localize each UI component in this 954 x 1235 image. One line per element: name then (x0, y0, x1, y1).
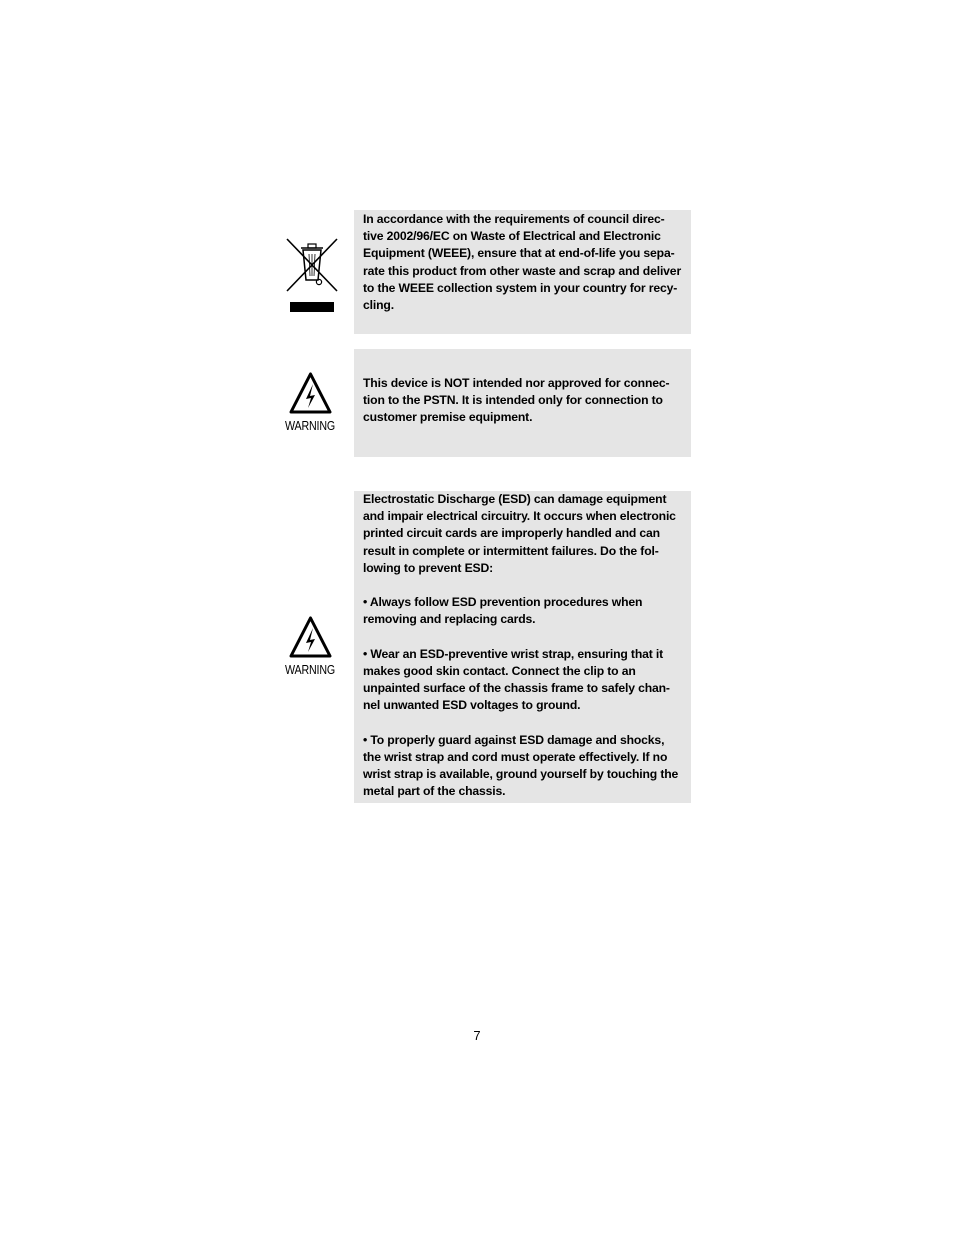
warning-triangle-icon (288, 371, 333, 415)
notice-weee-text: In accordance with the requirements of council direc- tive 2002/96/EC on Waste of Electrical and Electronic Equipment (WEEE), ensure that at end-of-life you sepa- rate this product from other waste and scrap and deliver to the WEEE collection system in your country for recy- cling. (363, 212, 682, 313)
page-number: 7 (473, 1028, 481, 1043)
notice-weee (354, 210, 691, 334)
notice-esd-text: Electrostatic Discharge (ESD) can damage equipment and impair electrical circuitry. It occurs when electronic printed circuit cards are improperly handled and can result in complete or intermittent failures. Do the fol- lowing to prevent ESD: • Always follow ESD prevention procedures when removing and replacing cards. • Wear an ESD-preventive wrist strap, ensuring that it makes good skin contact. Connect the clip to an unpainted surface of the chassis frame to safely chan- nel unwanted ESD voltages to ground. • To properly guard against ESD damage and shocks, the wrist strap and cord must operate effectively. If no wrist strap is available, ground yourself by touching the metal part of the chassis. (363, 492, 679, 799)
warning-triangle-icon (288, 615, 333, 659)
warning-label: WARNING (285, 418, 335, 433)
notice-pstn-text: This device is NOT intended nor approved for connec- tion to the PSTN. It is intended only for connection to customer premise equipment. (363, 376, 670, 425)
warning-label: WARNING (285, 662, 335, 677)
notice-pstn (354, 349, 691, 457)
notice-esd (354, 491, 691, 803)
weee-crossed-bin-icon (284, 236, 340, 314)
